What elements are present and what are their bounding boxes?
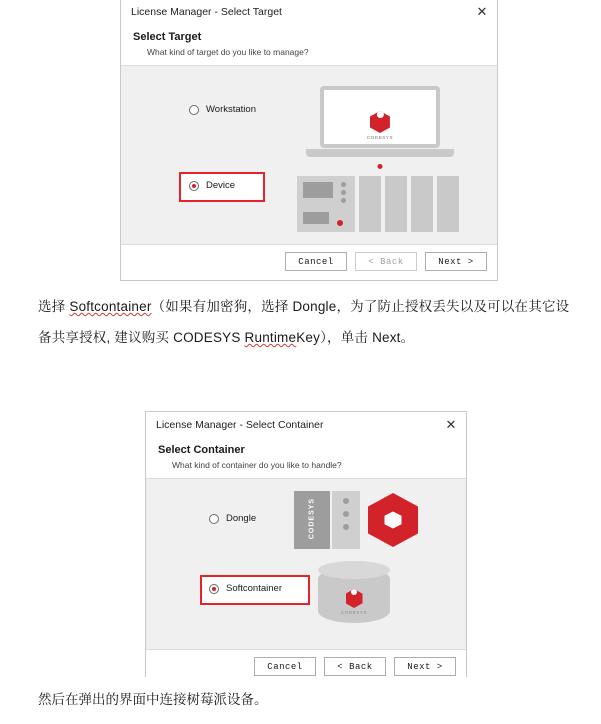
page-subtitle: What kind of container do you like to handle? [172,460,342,470]
laptop-indicator-dot [378,164,383,169]
dialog-footer [121,245,497,278]
dialog-header [121,25,497,65]
plc-module [411,176,433,232]
para-line3-a: Key [296,330,321,345]
license-manager-select-container-dialog [145,411,467,677]
dongle-connector [332,491,360,549]
back-button: < Back [355,252,417,271]
back-button[interactable]: < Back [324,657,386,676]
dongle-illustration [294,491,424,549]
plc-status-led [337,220,343,226]
plc-module [385,176,407,232]
laptop-screen [320,86,440,148]
radio-icon [209,514,219,524]
plc-display [303,182,333,198]
next-button[interactable]: Next > [394,657,456,676]
radio-option-softcontainer[interactable] [209,583,282,594]
radio-icon [189,181,199,191]
page-title: Select Target [133,31,202,43]
hexagon-icon [346,589,363,608]
dialog-footer [146,650,466,683]
page-subtitle: What kind of target do you like to manage? [147,47,309,57]
dongle-body [294,491,330,549]
para-line1-a: 选择 [38,299,70,314]
codesys-logo-text: CODESYS [340,610,368,615]
radio-label: Workstation [206,104,256,115]
hexagon-icon [368,493,418,547]
plc-module [359,176,381,232]
plc-module [437,176,459,232]
radio-label: Device [206,180,236,191]
para-line1-b: Softcontainer [69,299,152,314]
radio-icon [189,105,199,115]
para-line2-b: Runtime [244,330,297,345]
hexagon-icon [370,111,390,133]
window-title: License Manager - Select Target [131,5,282,18]
softcontainer-illustration [318,561,398,629]
body-paragraph [38,291,578,353]
workstation-illustration [306,86,454,168]
dongle-label: CODESYS [308,497,316,540]
close-icon[interactable]: ✕ [476,3,488,19]
radio-label: Softcontainer [226,583,282,594]
next-button[interactable]: Next > [425,252,487,271]
para-line2-a: 权丢失以及可以在其它设备共享授权, 建议购买 CODESYS [38,299,570,345]
radio-option-workstation[interactable] [189,104,256,115]
plc-connector [303,212,329,224]
para-line1-c: （如果有加密狗，选择 Dongle，为了防止授 [151,299,419,314]
cancel-button[interactable]: Cancel [285,252,347,271]
plc-cpu [297,176,355,232]
radio-option-dongle[interactable] [209,513,256,524]
dialog-header [146,438,466,478]
codesys-logo [340,583,368,615]
container-cylinder-top [318,561,390,579]
cancel-button[interactable]: Cancel [254,657,316,676]
device-illustration [297,176,462,232]
window-title: License Manager - Select Container [156,418,324,431]
radio-label: Dongle [226,513,257,524]
close-icon[interactable]: ✕ [445,416,457,432]
para-line3-b: ），单击 Next。 [320,330,415,345]
footnote-text: 然后在弹出的界面中连接树莓派设备。 [38,692,268,707]
page-title: Select Container [158,444,245,456]
radio-option-device[interactable] [189,180,235,191]
titlebar [121,0,497,25]
radio-icon [209,584,219,594]
laptop-base [306,149,454,157]
plc-led-dots [341,182,347,206]
license-manager-select-target-dialog [120,0,498,281]
dialog-body [146,478,466,650]
codesys-logo-text: CODESYS [366,135,394,140]
dialog-body [121,65,497,245]
codesys-logo [367,104,393,140]
titlebar [146,412,466,438]
